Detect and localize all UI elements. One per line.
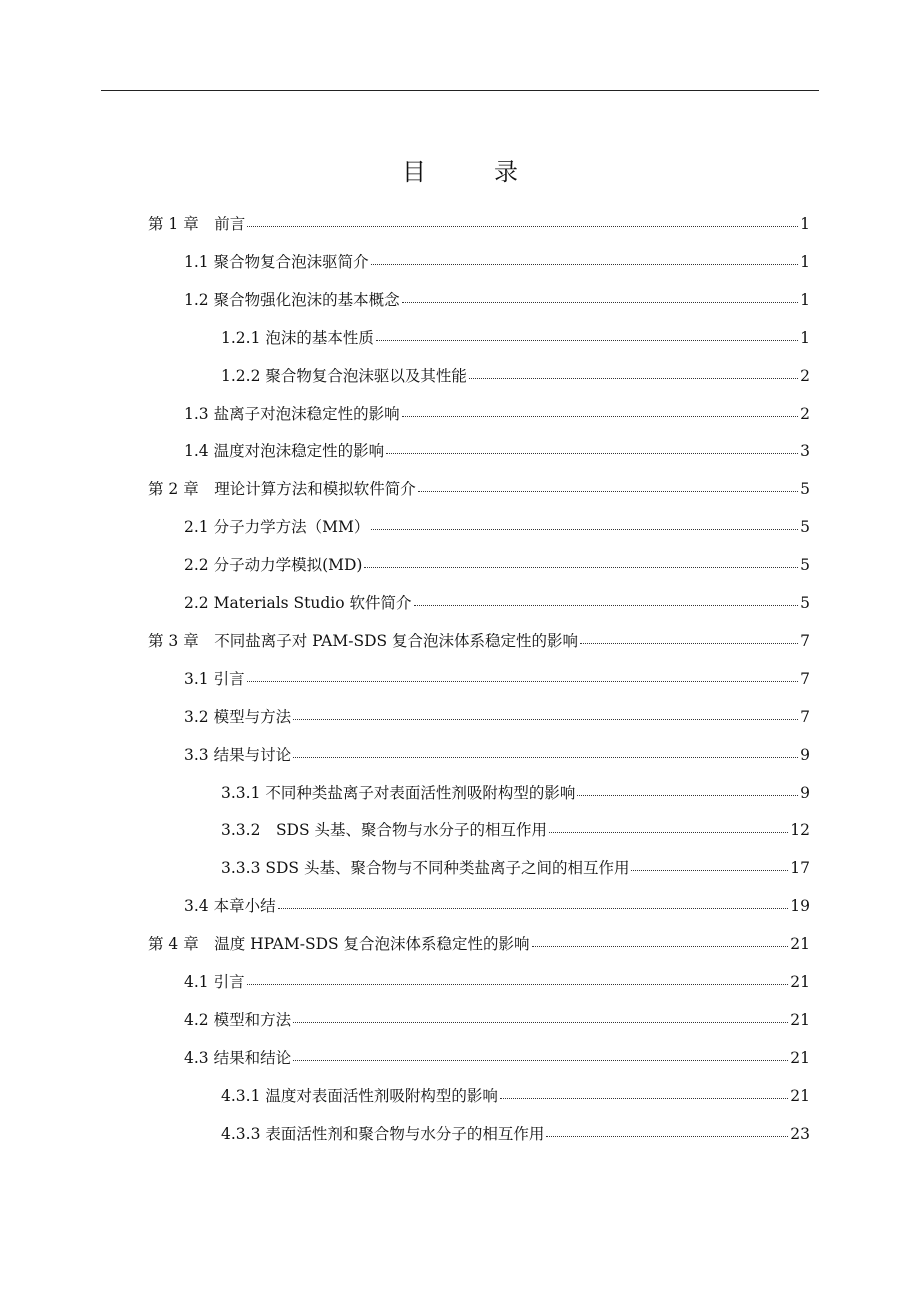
toc-entry-title: 4.3.1 温度对表面活性剂吸附构型的影响 xyxy=(221,1086,498,1105)
toc-entry-title: 第 1 章 前言 xyxy=(148,215,246,233)
toc-entry-page: 7 xyxy=(800,669,810,688)
page-title: 目 录 xyxy=(402,158,540,186)
toc-entry-title: 2.2 分子动力学模拟(MD) xyxy=(184,556,363,575)
toc-entry-title: 4.3.3 表面活性剂和聚合物与水分子的相互作用 xyxy=(221,1124,545,1143)
toc-entry[interactable] xyxy=(184,402,810,426)
toc-entry-title: 1.3 盐离子对泡沫稳定性的影响 xyxy=(184,404,400,423)
toc-entry[interactable] xyxy=(221,856,810,880)
toc-entry[interactable] xyxy=(184,250,810,274)
toc-entry-page: 21 xyxy=(790,973,810,991)
dot-leader xyxy=(247,212,798,227)
toc-entry-title: 3.3.3 SDS 头基、聚合物与不同种类盐离子之间的相互作用 xyxy=(221,859,630,878)
toc-entry-page: 19 xyxy=(790,897,810,916)
toc-entry-page: 1 xyxy=(800,290,810,309)
dot-leader xyxy=(247,970,789,985)
toc-entry-title: 2.1 分子力学方法（MM） xyxy=(184,518,370,537)
toc-entry-title: 3.3.2 SDS 头基、聚合物与水分子的相互作用 xyxy=(221,821,548,840)
dot-leader xyxy=(364,553,798,568)
toc-entry[interactable] xyxy=(221,326,810,350)
toc-entry[interactable] xyxy=(184,667,810,691)
toc-entry-page: 3 xyxy=(800,442,810,461)
toc-entry[interactable] xyxy=(184,553,810,577)
dot-leader xyxy=(631,856,788,871)
toc-entry-title: 3.4 本章小结 xyxy=(184,897,276,916)
dot-leader xyxy=(402,288,798,303)
dot-leader xyxy=(278,894,789,909)
toc-entry[interactable] xyxy=(184,1008,810,1032)
dot-leader xyxy=(414,591,798,606)
toc-entry-title: 4.3 结果和结论 xyxy=(184,1048,292,1067)
toc-entry[interactable] xyxy=(184,439,810,463)
toc-entry[interactable] xyxy=(184,705,810,729)
dot-leader xyxy=(293,1008,788,1023)
dot-leader xyxy=(546,1122,788,1137)
toc-entry[interactable] xyxy=(221,818,810,842)
toc-entry-title: 第 2 章 理论计算方法和模拟软件简介 xyxy=(148,480,416,499)
toc-entry[interactable] xyxy=(221,781,810,805)
toc-entry[interactable] xyxy=(148,212,810,236)
toc-entry-page: 1 xyxy=(800,252,810,271)
toc-entry-page: 1 xyxy=(800,328,810,347)
toc-entry-title: 第 4 章 温度 HPAM-SDS 复合泡沫体系稳定性的影响 xyxy=(148,935,530,954)
toc-entry-page: 2 xyxy=(800,366,810,385)
toc-entry[interactable] xyxy=(184,970,810,994)
toc-entry-page: 21 xyxy=(790,1048,810,1067)
toc-entry-page: 9 xyxy=(800,745,810,764)
toc-entry[interactable] xyxy=(221,364,810,388)
toc-entry-title: 2.2 Materials Studio 软件简介 xyxy=(184,594,412,612)
dot-leader xyxy=(247,667,798,682)
toc-entry-page: 2 xyxy=(800,404,810,423)
toc-entry-title: 3.2 模型与方法 xyxy=(184,707,292,726)
toc-entry[interactable] xyxy=(148,629,810,653)
toc-entry[interactable] xyxy=(148,932,810,956)
toc-entry-title: 3.3.1 不同种类盐离子对表面活性剂吸附构型的影响 xyxy=(221,783,576,802)
toc-entry-page: 17 xyxy=(790,859,810,878)
toc-entry-title: 1.2 聚合物强化泡沫的基本概念 xyxy=(184,290,400,309)
dot-leader xyxy=(386,439,798,454)
toc-entry[interactable] xyxy=(221,1084,810,1108)
toc-entry-page: 5 xyxy=(800,480,810,499)
dot-leader xyxy=(469,364,798,379)
dot-leader xyxy=(293,743,798,758)
dot-leader xyxy=(580,629,798,644)
toc-entry-title: 4.1 引言 xyxy=(184,973,245,991)
toc-entry-page: 7 xyxy=(800,707,810,726)
toc-entry-title: 1.2.1 泡沫的基本性质 xyxy=(221,328,374,347)
toc-entry[interactable] xyxy=(184,288,810,312)
toc-entry-title: 第 3 章 不同盐离子对 PAM-SDS 复合泡沫体系稳定性的影响 xyxy=(148,631,579,650)
toc-entry[interactable] xyxy=(184,894,810,918)
toc-entry[interactable] xyxy=(184,1046,810,1070)
toc-entry[interactable] xyxy=(184,515,810,539)
toc-entry-page: 7 xyxy=(800,631,810,650)
toc-entry-title: 4.2 模型和方法 xyxy=(184,1010,292,1029)
toc-entry-title: 3.3 结果与讨论 xyxy=(184,745,292,764)
toc-entry-title: 1.4 温度对泡沫稳定性的影响 xyxy=(184,442,385,461)
toc-entry[interactable] xyxy=(148,477,810,501)
toc-entry-title: 1.1 聚合物复合泡沫驱简介 xyxy=(184,252,369,271)
dot-leader xyxy=(293,1046,788,1061)
dot-leader xyxy=(371,250,798,265)
dot-leader xyxy=(402,402,798,417)
toc-entry-page: 1 xyxy=(800,215,810,233)
toc-entry-page: 5 xyxy=(800,594,810,612)
dot-leader xyxy=(293,705,798,720)
toc-entry-page: 21 xyxy=(790,935,810,954)
dot-leader xyxy=(500,1084,788,1099)
toc-entry-page: 9 xyxy=(800,783,810,802)
toc-entry-page: 5 xyxy=(800,556,810,575)
toc-entry-title: 3.1 引言 xyxy=(184,669,245,688)
toc-entry[interactable] xyxy=(184,591,810,615)
toc-entry[interactable] xyxy=(221,1122,810,1146)
dot-leader xyxy=(532,932,789,947)
dot-leader xyxy=(418,477,798,492)
dot-leader xyxy=(577,781,798,796)
toc-entry[interactable] xyxy=(184,743,810,767)
toc-entry-title: 1.2.2 聚合物复合泡沫驱以及其性能 xyxy=(221,366,467,385)
dot-leader xyxy=(376,326,798,341)
toc-entry-page: 23 xyxy=(790,1124,810,1143)
toc-entry-page: 5 xyxy=(800,518,810,537)
toc-entry-page: 12 xyxy=(790,821,810,840)
dot-leader xyxy=(549,818,788,833)
dot-leader xyxy=(371,515,798,530)
header-rule xyxy=(101,90,819,91)
toc-entry-page: 21 xyxy=(790,1086,810,1105)
toc-entry-page: 21 xyxy=(790,1010,810,1029)
